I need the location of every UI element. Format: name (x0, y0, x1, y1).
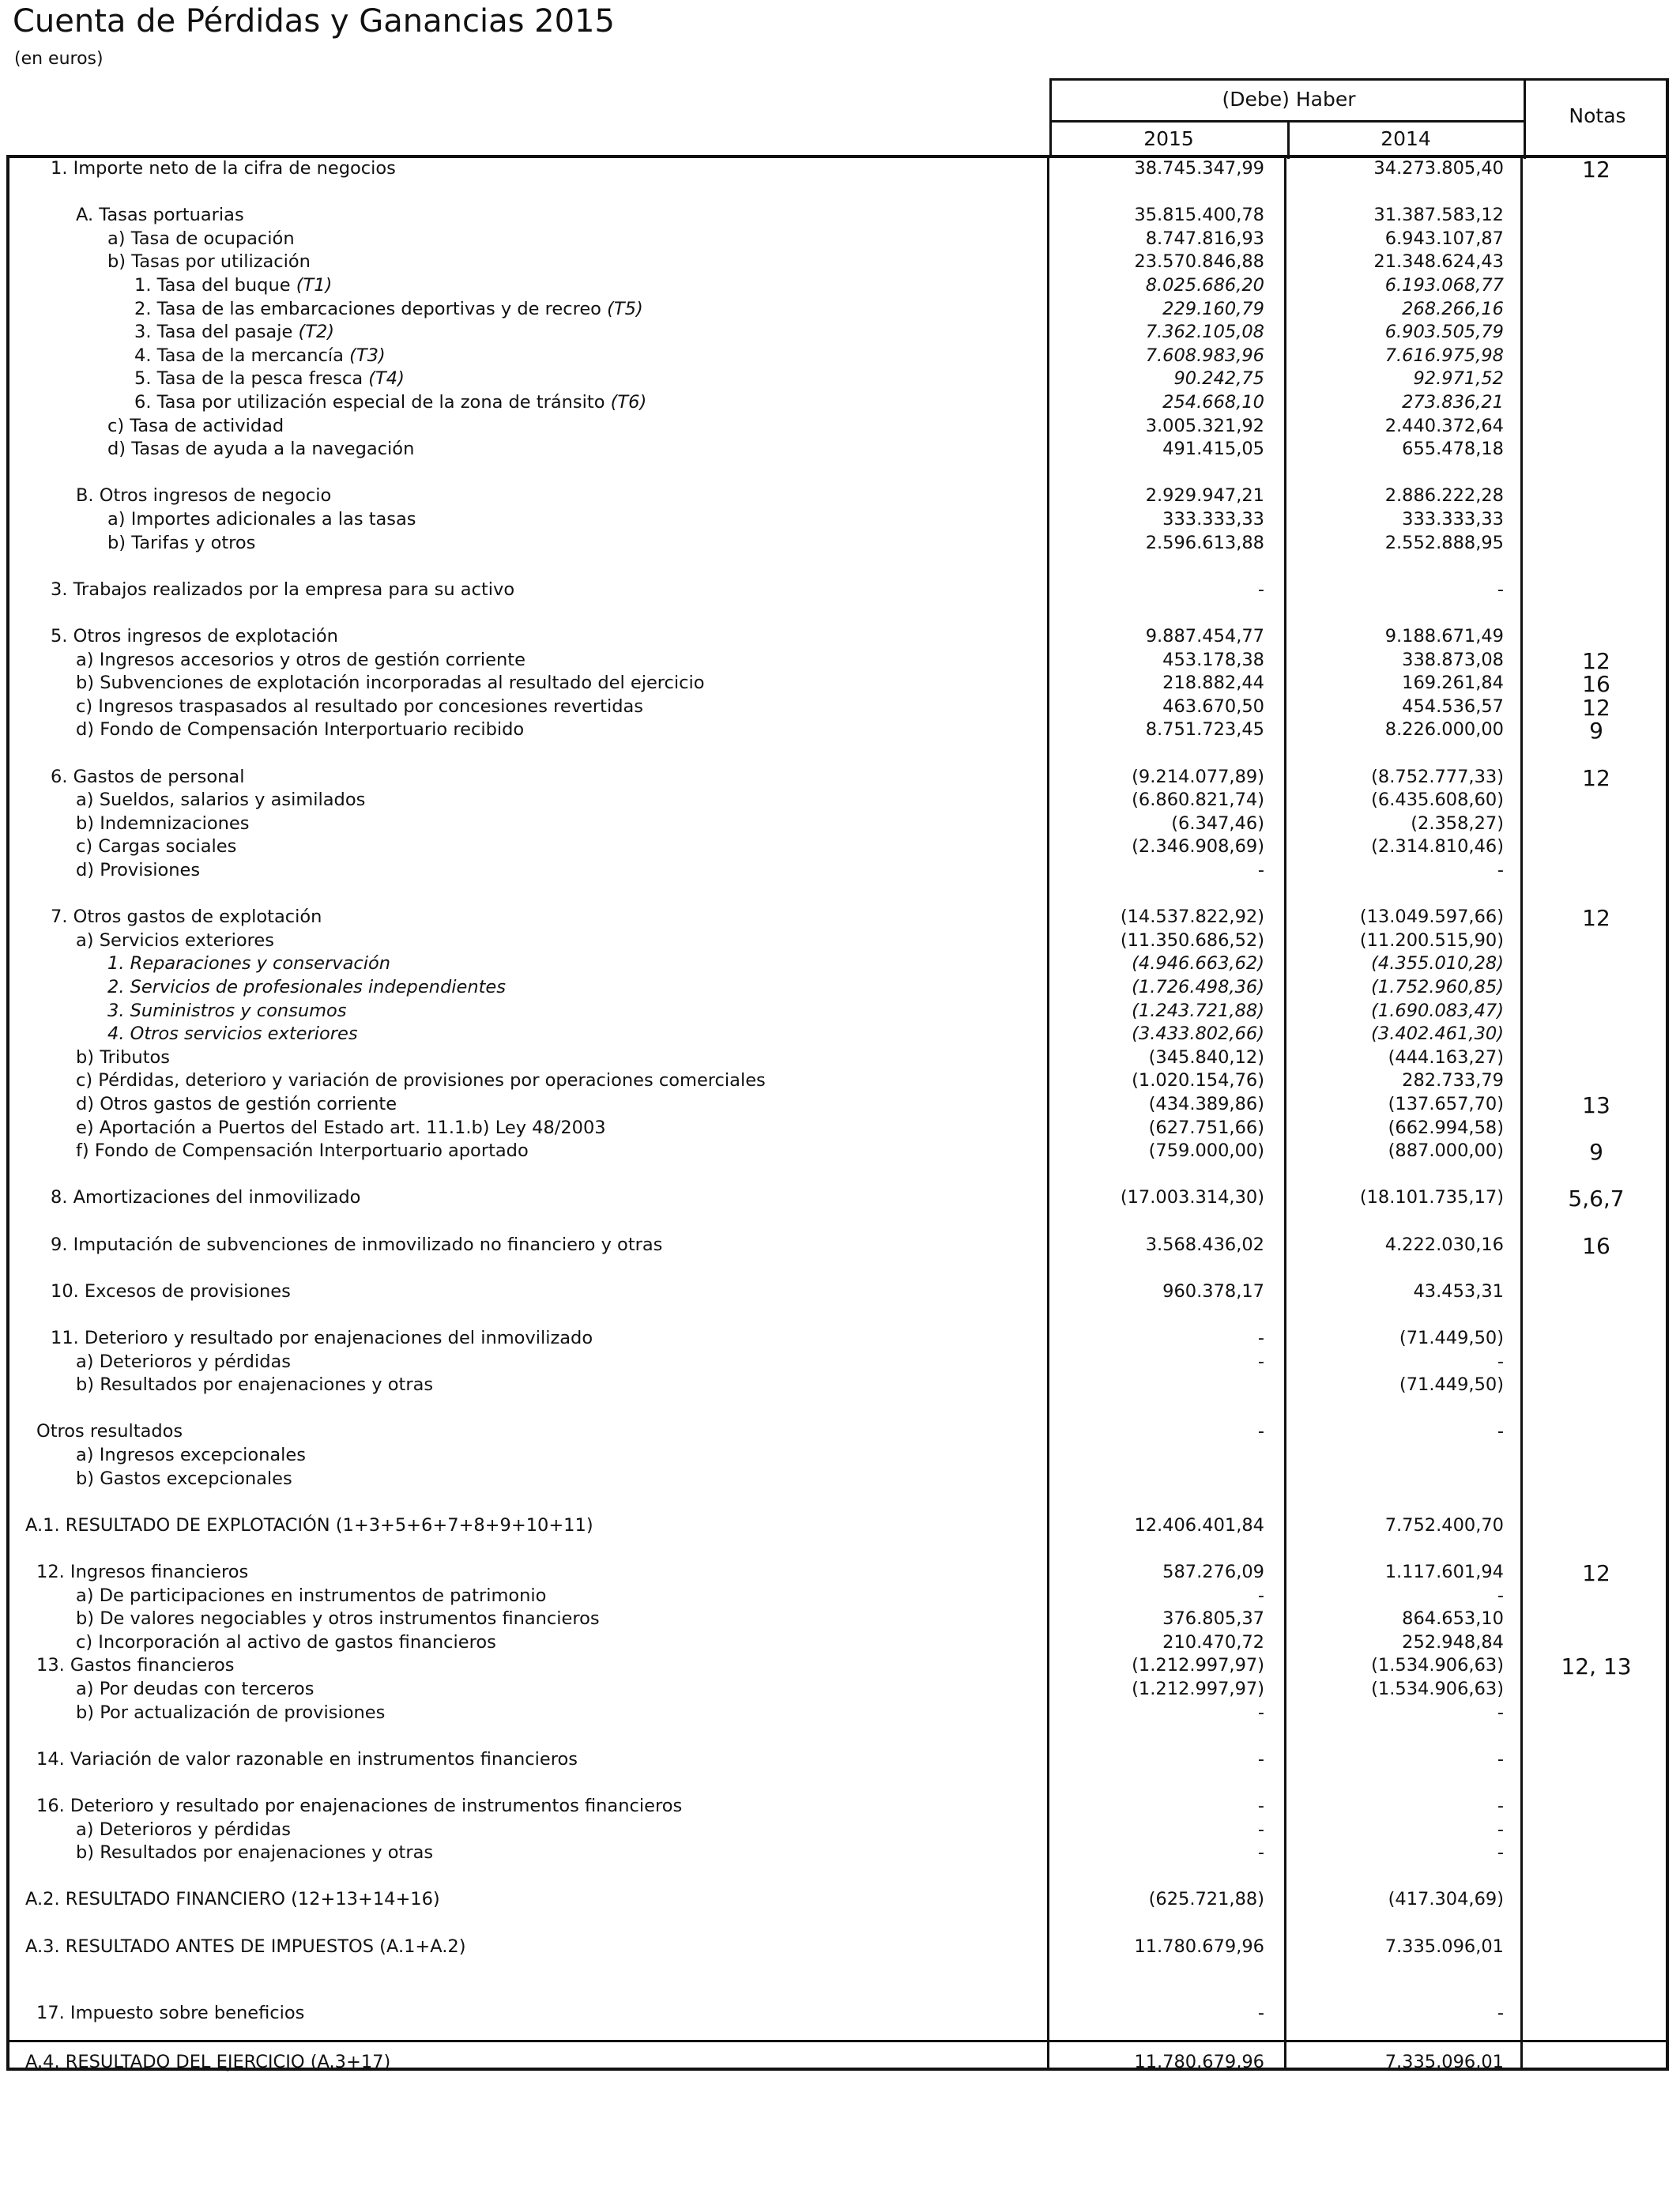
value-2015: - (1257, 1748, 1264, 1770)
value-2015: - (1257, 1819, 1264, 1840)
note-ref: 12 (1582, 764, 1610, 791)
row-label: 5. Otros ingresos de explotación (51, 626, 338, 647)
value-2014: 2.886.222,28 (1384, 485, 1504, 507)
value-2014: 454.536,57 (1402, 696, 1504, 717)
row-label: c) Tasa de actividad (107, 415, 284, 436)
value-2015: (759.000,00) (1148, 1140, 1264, 1162)
statement-row (0, 907, 1680, 930)
value-2014: 8.226.000,00 (1384, 719, 1504, 741)
value-2014: - (1497, 1819, 1504, 1840)
row-tag: (T4) (368, 368, 405, 390)
row-tag: (T5) (607, 298, 643, 319)
row-label: e) Aportación a Puertos del Estado art. 11.1.b) Ley 48/2003 (76, 1117, 606, 1138)
statement-row (0, 836, 1680, 860)
statement-row (0, 673, 1680, 696)
note-ref: 12 (1582, 905, 1610, 932)
value-2014: 9.188.671,49 (1384, 626, 1504, 647)
value-2014: (1.534.906,63) (1371, 1679, 1504, 1699)
statement-row (0, 1889, 1680, 1913)
row-label: A.2. RESULTADO FINANCIERO (12+13+14+16) (25, 1889, 440, 1910)
row-label: 2. Tasa de las embarcaciones deportivas y de recreo (T5) (134, 298, 643, 319)
total-row-divider (6, 2040, 1669, 2042)
value-2014: 655.478,18 (1402, 439, 1504, 460)
value-2015: 11.780.679,96 (1134, 2052, 1264, 2073)
statement-row (0, 953, 1680, 977)
row-label: c) Cargas sociales (76, 836, 237, 858)
value-2014: 1.117.601,94 (1384, 1562, 1504, 1582)
value-2015: 7.362.105,08 (1145, 322, 1264, 343)
value-2015: - (1257, 1702, 1264, 1723)
statement-row (0, 368, 1680, 392)
statement-row (0, 1023, 1680, 1047)
row-label: 6. Tasa por utilización especial de la zona de tránsito (T6) (134, 392, 647, 413)
row-label: a) Tasa de ocupación (107, 228, 295, 249)
value-2014: (662.994,58) (1388, 1117, 1504, 1138)
value-2015: (3.433.802,66) (1132, 1023, 1264, 1045)
statement-row (0, 626, 1680, 650)
row-label: a) Ingresos accesorios y otros de gestión corriente (76, 649, 525, 670)
value-2015: - (1257, 1796, 1264, 1816)
value-2014: - (1497, 860, 1504, 880)
value-2014: 268.266,16 (1402, 298, 1504, 319)
value-2015: - (1257, 1328, 1264, 1348)
row-label: B. Otros ingresos de negocio (76, 485, 332, 507)
value-2014: 92.971,52 (1413, 368, 1504, 390)
statement-row (0, 1421, 1680, 1445)
row-label: f) Fondo de Compensación Interportuario aportado (76, 1140, 529, 1162)
value-2015: 12.406.401,84 (1134, 1514, 1264, 1536)
row-label: 3. Tasa del pasaje (T2) (134, 322, 335, 343)
value-2015: 254.668,10 (1162, 392, 1264, 413)
value-2014: 7.616.975,98 (1384, 345, 1504, 366)
statement-row (0, 1118, 1680, 1141)
row-label: d) Tasas de ayuda a la navegación (107, 439, 415, 460)
statement-row (0, 2003, 1680, 2026)
value-2014: (137.657,70) (1388, 1094, 1504, 1114)
statement-row (0, 1070, 1680, 1094)
row-label: 9. Imputación de subvenciones de inmovilizado no financiero y otras (51, 1234, 663, 1255)
value-2015: 35.815.400,78 (1134, 205, 1264, 226)
value-2015: 23.570.846,88 (1134, 251, 1264, 273)
row-label: d) Provisiones (76, 860, 201, 880)
value-2015: 960.378,17 (1162, 1280, 1264, 1302)
value-2014: (2.358,27) (1411, 812, 1504, 834)
value-2015: - (1257, 2002, 1264, 2023)
statement-row (0, 1608, 1680, 1632)
value-2014: (71.449,50) (1399, 1328, 1504, 1348)
value-2014: 333.333,33 (1402, 509, 1504, 530)
value-2015: (434.389,86) (1148, 1094, 1264, 1114)
value-2015: - (1257, 1351, 1264, 1372)
header-notes: Notas (1569, 104, 1626, 127)
statement-row (0, 1468, 1680, 1492)
value-2014: 252.948,84 (1402, 1631, 1504, 1653)
note-ref: 12 (1582, 647, 1610, 674)
value-2015: (627.751,66) (1148, 1117, 1264, 1138)
note-ref: 5,6,7 (1568, 1186, 1625, 1212)
row-tag: (T6) (610, 392, 647, 413)
value-2015: (2.346.908,69) (1132, 836, 1264, 858)
statement-row (0, 719, 1680, 743)
value-2015: 2.596.613,88 (1145, 532, 1264, 553)
value-2015: - (1257, 860, 1264, 880)
value-2014: (11.200.515,90) (1359, 929, 1504, 951)
value-2014: 282.733,79 (1402, 1070, 1504, 1091)
value-2014: 6.903.505,79 (1384, 322, 1504, 343)
row-label: a) Importes adicionales a las tasas (107, 509, 416, 530)
value-2015: (345.840,12) (1148, 1046, 1264, 1068)
statement-row (0, 696, 1680, 720)
value-2015: 90.242,75 (1173, 368, 1264, 390)
row-label: d) Fondo de Compensación Interportuario recibido (76, 719, 525, 741)
value-2014: (13.049.597,66) (1359, 907, 1504, 928)
row-label: a) De participaciones en instrumentos de patrimonio (76, 1585, 547, 1606)
statement-row (0, 860, 1680, 884)
statement-row (0, 322, 1680, 345)
statement-row (0, 764, 1680, 791)
value-2014: - (1497, 1796, 1504, 1816)
statement-row (0, 1796, 1680, 1819)
row-label: c) Incorporación al activo de gastos financieros (76, 1631, 496, 1653)
value-2014: (1.752.960,85) (1371, 977, 1504, 997)
header-year-divider (1287, 120, 1290, 159)
value-2014: - (1497, 1421, 1504, 1442)
row-label: 2. Servicios de profesionales independientes (107, 977, 506, 997)
value-2014: - (1497, 1702, 1504, 1723)
value-2014: 31.387.583,12 (1373, 205, 1504, 226)
row-label: 1. Tasa del buque (T1) (134, 275, 333, 296)
value-2015: (625.721,88) (1148, 1889, 1264, 1910)
statement-row (0, 439, 1680, 462)
value-2015: (11.350.686,52) (1120, 929, 1264, 951)
statement-row (0, 1679, 1680, 1702)
row-label: b) Tasas por utilización (107, 251, 311, 273)
row-label: b) Indemnizaciones (76, 812, 250, 834)
value-2014: (3.402.461,30) (1371, 1023, 1504, 1045)
value-2014: (2.314.810,46) (1371, 836, 1504, 858)
value-2015: 210.470,72 (1162, 1631, 1264, 1653)
statement-row (0, 485, 1680, 509)
value-2014: 6.193.068,77 (1384, 275, 1504, 296)
statement-row (0, 1328, 1680, 1351)
row-label: b) Resultados por enajenaciones y otras (76, 1374, 434, 1396)
value-2015: (17.003.314,30) (1120, 1187, 1264, 1208)
statement-row (0, 1232, 1680, 1259)
value-2015: 463.670,50 (1162, 696, 1264, 717)
header-year-2015: 2015 (1143, 127, 1194, 150)
row-label: b) De valores negociables y otros instrumentos financieros (76, 1608, 600, 1630)
statement-row (0, 1936, 1680, 1960)
value-2015: (1.020.154,76) (1132, 1070, 1264, 1091)
value-2015: 587.276,09 (1162, 1562, 1264, 1582)
value-2015: (1.243.721,88) (1132, 1000, 1264, 1021)
statement-row (0, 1374, 1680, 1398)
value-2014: - (1497, 2002, 1504, 2023)
row-label: b) Tarifas y otros (107, 532, 256, 553)
note-ref: 9 (1589, 1139, 1603, 1166)
row-label: A.4. RESULTADO DEL EJERCICIO (A.3+17) (25, 2052, 391, 2073)
statement-row (0, 158, 1680, 182)
note-ref: 12 (1582, 156, 1610, 183)
statement-row (0, 1655, 1680, 1679)
value-2015: - (1257, 579, 1264, 600)
row-label: 1. Importe neto de la cifra de negocios (51, 158, 396, 179)
row-label: 1. Reparaciones y conservación (107, 953, 391, 974)
statement-row (0, 1445, 1680, 1468)
value-2015: (6.860.821,74) (1132, 790, 1264, 811)
value-2014: (417.304,69) (1388, 1889, 1504, 1910)
statement-row (0, 2052, 1680, 2075)
row-label: b) Por actualización de provisiones (76, 1702, 386, 1723)
page-title: Cuenta de Pérdidas y Ganancias 2015 (13, 3, 615, 40)
value-2014: - (1497, 1842, 1504, 1864)
statement-row (0, 299, 1680, 322)
column-header-box (1049, 78, 1669, 156)
value-2014: - (1497, 1351, 1504, 1372)
statement-row (0, 1094, 1680, 1118)
row-label: Otros resultados (36, 1421, 183, 1442)
row-label: a) Ingresos excepcionales (76, 1445, 306, 1465)
note-ref: 16 (1582, 671, 1610, 698)
value-2015: - (1257, 1585, 1264, 1606)
value-2014: - (1497, 1585, 1504, 1606)
row-label: b) Tributos (76, 1046, 171, 1068)
statement-row (0, 1281, 1680, 1305)
row-label: 4. Otros servicios exteriores (107, 1023, 358, 1045)
statement-row (0, 1749, 1680, 1773)
row-tag: (T1) (296, 275, 333, 296)
value-2015: (9.214.077,89) (1132, 766, 1264, 787)
row-label: b) Resultados por enajenaciones y otras (76, 1842, 434, 1864)
statement-row (0, 345, 1680, 369)
value-2014: 34.273.805,40 (1373, 158, 1504, 179)
value-2015: 9.887.454,77 (1145, 626, 1264, 647)
currency-subtitle: (en euros) (14, 49, 104, 69)
statement-row (0, 1842, 1680, 1866)
value-2014: 4.222.030,16 (1384, 1234, 1504, 1255)
statement-row (0, 1187, 1680, 1211)
row-label: b) Subvenciones de explotación incorporadas al resultado del ejercicio (76, 673, 705, 694)
note-ref: 16 (1582, 1232, 1610, 1259)
value-2014: 7.335.096,01 (1384, 1936, 1504, 1957)
value-2014: 169.261,84 (1402, 673, 1504, 694)
row-label: a) Servicios exteriores (76, 929, 274, 951)
note-ref: 9 (1589, 718, 1603, 745)
statement-row (0, 1515, 1680, 1539)
row-label: a) Deterioros y pérdidas (76, 1351, 291, 1372)
statement-row (0, 977, 1680, 1001)
row-label: c) Pérdidas, deterioro y variación de provisiones por operaciones comerciales (76, 1070, 766, 1091)
row-label: d) Otros gastos de gestión corriente (76, 1094, 397, 1114)
row-tag: (T3) (349, 345, 386, 366)
row-label: 10. Excesos de provisiones (51, 1280, 291, 1302)
value-2015: 3.568.436,02 (1145, 1234, 1264, 1255)
row-label: a) Por deudas con terceros (76, 1679, 315, 1699)
value-2014: 2.552.888,95 (1384, 532, 1504, 553)
statement-row (0, 275, 1680, 299)
statement-row (0, 251, 1680, 275)
row-label: 16. Deterioro y resultado por enajenaciones de instrumentos financieros (36, 1796, 683, 1816)
row-label: 3. Trabajos realizados por la empresa para su activo (51, 579, 515, 600)
statement-row (0, 813, 1680, 837)
statement-row (0, 647, 1680, 674)
value-2014: - (1497, 1748, 1504, 1770)
value-2015: 8.025.686,20 (1145, 275, 1264, 296)
statement-row (0, 533, 1680, 556)
value-2015: 491.415,05 (1162, 439, 1264, 460)
value-2015: (1.212.997,97) (1132, 1679, 1264, 1699)
row-label: 8. Amortizaciones del inmovilizado (51, 1187, 361, 1208)
statement-row (0, 1562, 1680, 1585)
note-ref: 12 (1582, 1560, 1610, 1586)
value-2014: (444.163,27) (1388, 1046, 1504, 1068)
statement-row (0, 1001, 1680, 1024)
value-2014: (6.435.608,60) (1371, 790, 1504, 811)
row-label: 3. Suministros y consumos (107, 1000, 347, 1021)
row-label: A.3. RESULTADO ANTES DE IMPUESTOS (A.1+A.2) (25, 1936, 466, 1957)
value-2014: (71.449,50) (1399, 1374, 1504, 1396)
statement-row (0, 1702, 1680, 1726)
value-2015: 8.747.816,93 (1145, 228, 1264, 249)
value-2014: 2.440.372,64 (1384, 415, 1504, 436)
value-2014: (887.000,00) (1388, 1140, 1504, 1162)
value-2014: 338.873,08 (1402, 649, 1504, 670)
row-label: 6. Gastos de personal (51, 766, 245, 787)
value-2015: 2.929.947,21 (1145, 485, 1264, 507)
row-label: A.1. RESULTADO DE EXPLOTACIÓN (1+3+5+6+7+8+9+10+11) (25, 1514, 593, 1536)
statement-row (0, 790, 1680, 813)
value-2014: (4.355.010,28) (1371, 953, 1504, 974)
header-debe-haber: (Debe) Haber (1222, 88, 1356, 111)
value-2015: (14.537.822,92) (1120, 907, 1264, 928)
statement-row (0, 1819, 1680, 1843)
row-label: 7. Otros gastos de explotación (51, 907, 322, 928)
statement-row (0, 579, 1680, 603)
row-label: 4. Tasa de la mercancía (T3) (134, 345, 386, 366)
value-2014: 7.335.096,01 (1384, 2052, 1504, 2073)
header-notes-divider (1524, 81, 1526, 159)
statement-row (0, 930, 1680, 954)
row-label: 5. Tasa de la pesca fresca (T4) (134, 368, 405, 390)
value-2014: 6.943.107,87 (1384, 228, 1504, 249)
value-2014: 864.653,10 (1402, 1608, 1504, 1630)
value-2014: (18.101.735,17) (1359, 1187, 1504, 1208)
statement-row (0, 1351, 1680, 1375)
value-2015: (1.212.997,97) (1132, 1655, 1264, 1676)
value-2015: 3.005.321,92 (1145, 415, 1264, 436)
value-2014: 273.836,21 (1402, 392, 1504, 413)
statement-row (0, 509, 1680, 533)
row-label: 17. Impuesto sobre beneficios (36, 2002, 305, 2023)
value-2014: 7.752.400,70 (1384, 1514, 1504, 1536)
value-2015: (4.946.663,62) (1132, 953, 1264, 974)
value-2015: 453.178,38 (1162, 649, 1264, 670)
statement-row (0, 1140, 1680, 1164)
statement-row (0, 1047, 1680, 1071)
value-2015: - (1257, 1421, 1264, 1442)
row-tag: (T2) (298, 322, 335, 343)
statement-row (0, 205, 1680, 228)
value-2015: 11.780.679,96 (1134, 1936, 1264, 1957)
statement-row (0, 416, 1680, 439)
row-label: a) Deterioros y pérdidas (76, 1819, 291, 1840)
value-2015: 376.805,37 (1162, 1608, 1264, 1630)
row-label: a) Sueldos, salarios y asimilados (76, 790, 366, 811)
value-2014: (1.534.906,63) (1371, 1655, 1504, 1676)
value-2015: 229.160,79 (1162, 298, 1264, 319)
statement-row (0, 392, 1680, 416)
row-label: 14. Variación de valor razonable en instrumentos financieros (36, 1748, 578, 1770)
value-2014: - (1497, 579, 1504, 600)
value-2014: 43.453,31 (1413, 1280, 1504, 1302)
row-label: A. Tasas portuarias (76, 205, 244, 226)
row-label: 13. Gastos financieros (36, 1655, 235, 1676)
row-label: 11. Deterioro y resultado por enajenaciones del inmovilizado (51, 1328, 593, 1348)
statement-row (0, 1632, 1680, 1656)
value-2015: 38.745.347,99 (1134, 158, 1264, 179)
row-label: c) Ingresos traspasados al resultado por concesiones revertidas (76, 696, 644, 717)
value-2015: 8.751.723,45 (1145, 719, 1264, 741)
statement-row (0, 228, 1680, 252)
value-2015: 7.608.983,96 (1145, 345, 1264, 366)
row-label: 12. Ingresos financieros (36, 1562, 249, 1582)
value-2015: 333.333,33 (1162, 509, 1264, 530)
value-2015: (1.726.498,36) (1132, 977, 1264, 997)
note-ref: 12 (1582, 694, 1610, 721)
note-ref: 12, 13 (1561, 1653, 1632, 1680)
statement-row (0, 1585, 1680, 1609)
value-2014: (8.752.777,33) (1371, 766, 1504, 787)
value-2014: 21.348.624,43 (1373, 251, 1504, 273)
value-2015: 218.882,44 (1162, 673, 1264, 694)
note-ref: 13 (1582, 1092, 1610, 1118)
value-2014: (1.690.083,47) (1371, 1000, 1504, 1021)
value-2015: (6.347,46) (1171, 812, 1264, 834)
header-year-2014: 2014 (1381, 127, 1431, 150)
value-2015: - (1257, 1842, 1264, 1864)
row-label: b) Gastos excepcionales (76, 1468, 292, 1489)
